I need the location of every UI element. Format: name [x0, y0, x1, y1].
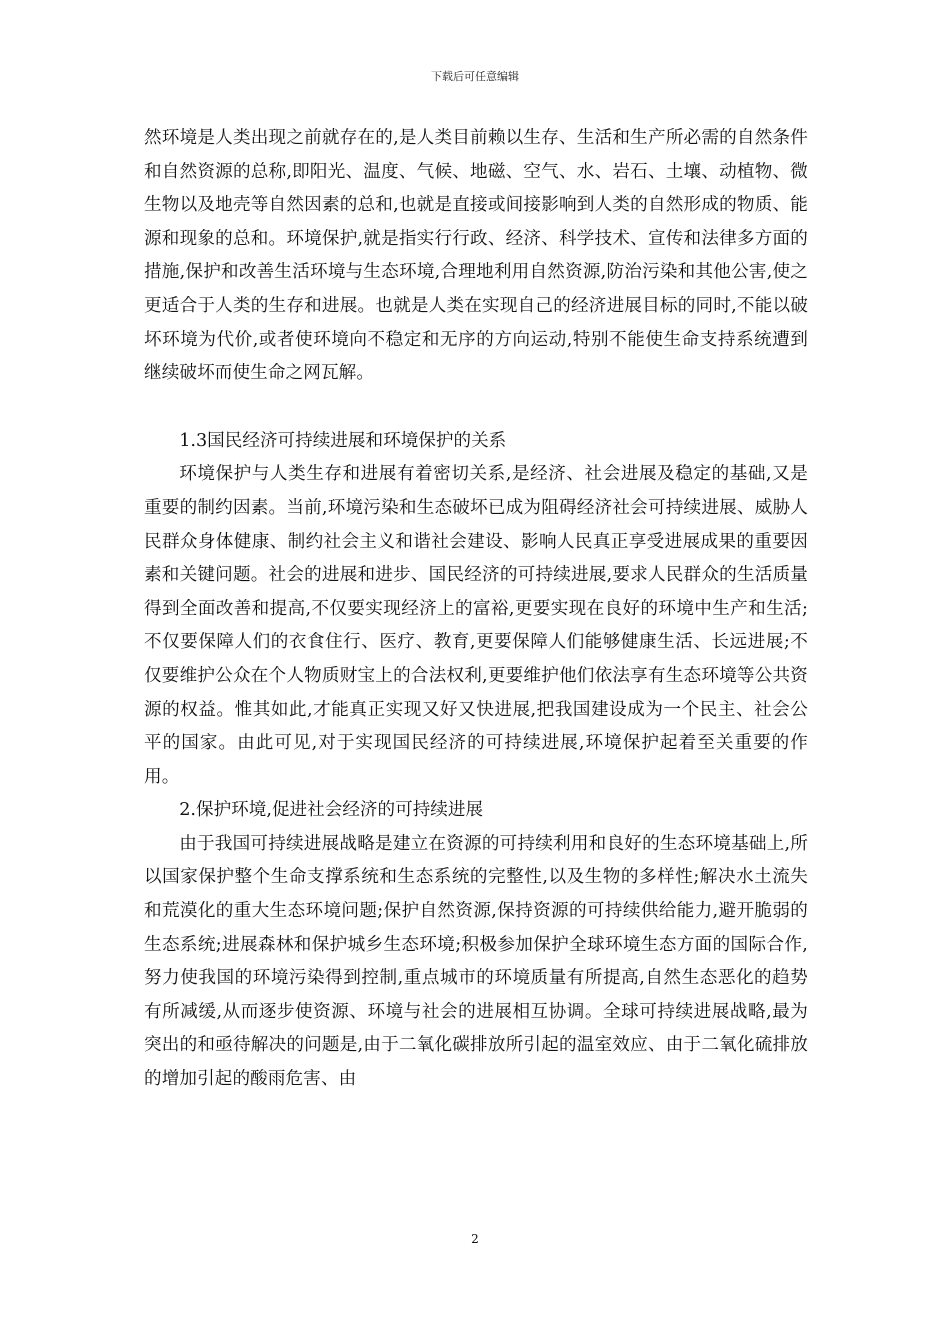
paragraph-economy-environment-relation: 环境保护与人类生存和进展有着密切关系,是经济、社会进展及稳定的基础,又是重要的制约因素。当前,环境污染和生态破坏已成为阻碍经济社会可持续进展、威胁人民群众身体健康、制约社会主义和谐社会建设、影响人民真正享受进展成果的重要因素和关键问题。社会的进展和进步、国民经济的可持续进展,要求人民群众的生活质量得到全面改善和提高,不仅要实现经济上的富裕,更要实现在良好的环境中生产和生活;不仅要保障人们的衣食住行、医疗、教育,更要保障人们能够健康生活、长远进展;不仅要维护公众在个人物质财宝上的合法权利,更要维护他们依法享有生态环境等公共资源的权益。惟其如此,才能真正实现又好又快进展,把我国建设成为一个民主、社会公平的国家。由此可见,对于实现国民经济的可持续进展,环境保护起着至关重要的作用。 [144, 464, 808, 787]
page-number: 2 [471, 1232, 479, 1246]
page-header: 下载后可任意编辑 [431, 70, 519, 83]
section-heading-1-3: 1.3国民经济可持续进展和环境保护的关系 [179, 430, 507, 451]
paragraph-sustainable-strategy: 由于我国可持续进展战略是建立在资源的可持续利用和良好的生态环境基础上,所以国家保护整个生命支撑系统和生态系统的完整性,以及生物的多样性;解决水土流失和荒漠化的重大生态环境问题;保护自然资源,保持资源的可持续供给能力,避开脆弱的生态系统;进展森林和保护城乡生态环境;积极参加保护全球环境生态方面的国际合作,努力使我国的环境污染得到控制,重点城市的环境质量有所提高,自然生态恶化的趋势有所减缓,从而逐步使资源、环境与社会的进展相互协调。全球可持续进展战略,最为突出的和亟待解决的问题是,由于二氧化碳排放所引起的温室效应、由于二氧化硫排放的增加引起的酸雨危害、由 [144, 833, 808, 1090]
section-heading-2: 2.保护环境,促进社会经济的可持续进展 [179, 800, 484, 821]
paragraph-environment-definition: 然环境是人类出现之前就存在的,是人类目前赖以生存、生活和生产所必需的自然条件和自然资源的总称,即阳光、温度、气候、地磁、空气、水、岩石、土壤、动植物、微生物以及地壳等自然因素的总和,也就是直接或间接影响到人类的自然形成的物质、能源和现象的总和。环境保护,就是指实行行政、经济、科学技术、宣传和法律多方面的措施,保护和改善生活环境与生态环境,合理地利用自然资源,防治污染和其他公害,使之更适合于人类的生存和进展。也就是人类在实现自己的经济进展目标的同时,不能以破坏环境为代价,或者使环境向不稳定和无序的方向运动,特别不能使生命支持系统遭到继续破坏而使生命之网瓦解。 [144, 128, 808, 384]
document-body [144, 122, 808, 1097]
